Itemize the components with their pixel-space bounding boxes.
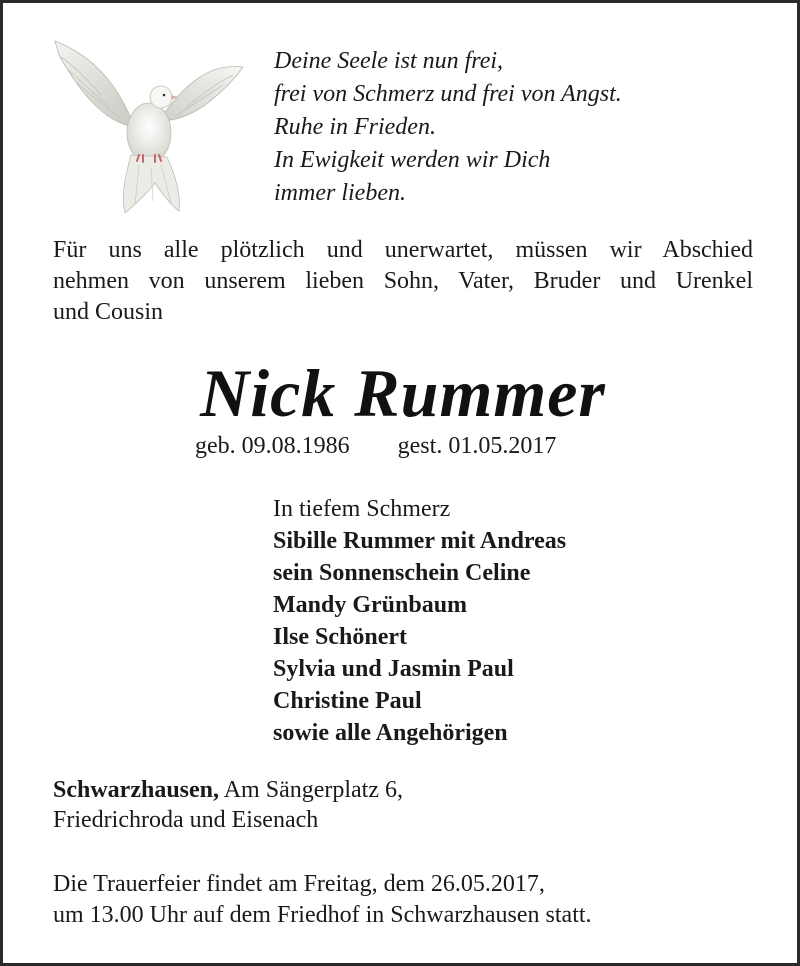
- ceremony-line: Die Trauerfeier findet am Freitag, dem 26.05.2017,: [53, 871, 545, 897]
- poem-line: immer lieben.: [274, 180, 406, 206]
- address-street: Am Sängerplatz 6,: [223, 777, 404, 803]
- address-line-1: [53, 775, 403, 805]
- mourners-lead: In tiefem Schmerz: [273, 496, 451, 522]
- poem-line: Deine Seele ist nun frei,: [274, 48, 504, 74]
- mourners-list: [273, 493, 566, 749]
- address: [53, 775, 403, 835]
- mourner-name: sowie alle Angehörigen: [273, 720, 508, 746]
- mourner-name: Mandy Grünbaum: [273, 592, 468, 618]
- ceremony-notice: [53, 869, 592, 931]
- dove-icon: [51, 37, 247, 217]
- death-date: gest. 01.05.2017: [397, 433, 557, 459]
- intro-line: und Cousin: [53, 299, 164, 325]
- address-town: Schwarzhausen,: [53, 777, 220, 803]
- poem-line: Ruhe in Frieden.: [274, 114, 436, 140]
- mourner-name: Sylvia und Jasmin Paul: [273, 656, 514, 682]
- poem-line: In Ewigkeit werden wir Dich: [274, 147, 551, 173]
- ceremony-line: um 13.00 Uhr auf dem Friedhof in Schwarzhausen statt.: [53, 902, 592, 928]
- poem: [274, 45, 622, 210]
- life-dates: [195, 431, 556, 461]
- intro-paragraph: [53, 235, 753, 328]
- mourner-name: Christine Paul: [273, 688, 422, 714]
- intro-line: nehmen von unserem lieben Sohn, Vater, Bruder und Urenkel: [53, 268, 753, 294]
- poem-line: frei von Schmerz und frei von Angst.: [274, 81, 622, 107]
- address-line-2: Friedrichroda und Eisenach: [53, 807, 319, 833]
- mourner-name: sein Sonnenschein Celine: [273, 560, 531, 586]
- mourner-name: Sibille Rummer mit Andreas: [273, 528, 567, 554]
- birth-date: geb. 09.08.1986: [195, 433, 350, 459]
- mourner-name: Ilse Schönert: [273, 624, 407, 650]
- intro-line: Für uns alle plötzlich und unerwartet, müssen wir Abschied: [53, 237, 753, 263]
- deceased-name: Nick Rummer: [200, 355, 606, 431]
